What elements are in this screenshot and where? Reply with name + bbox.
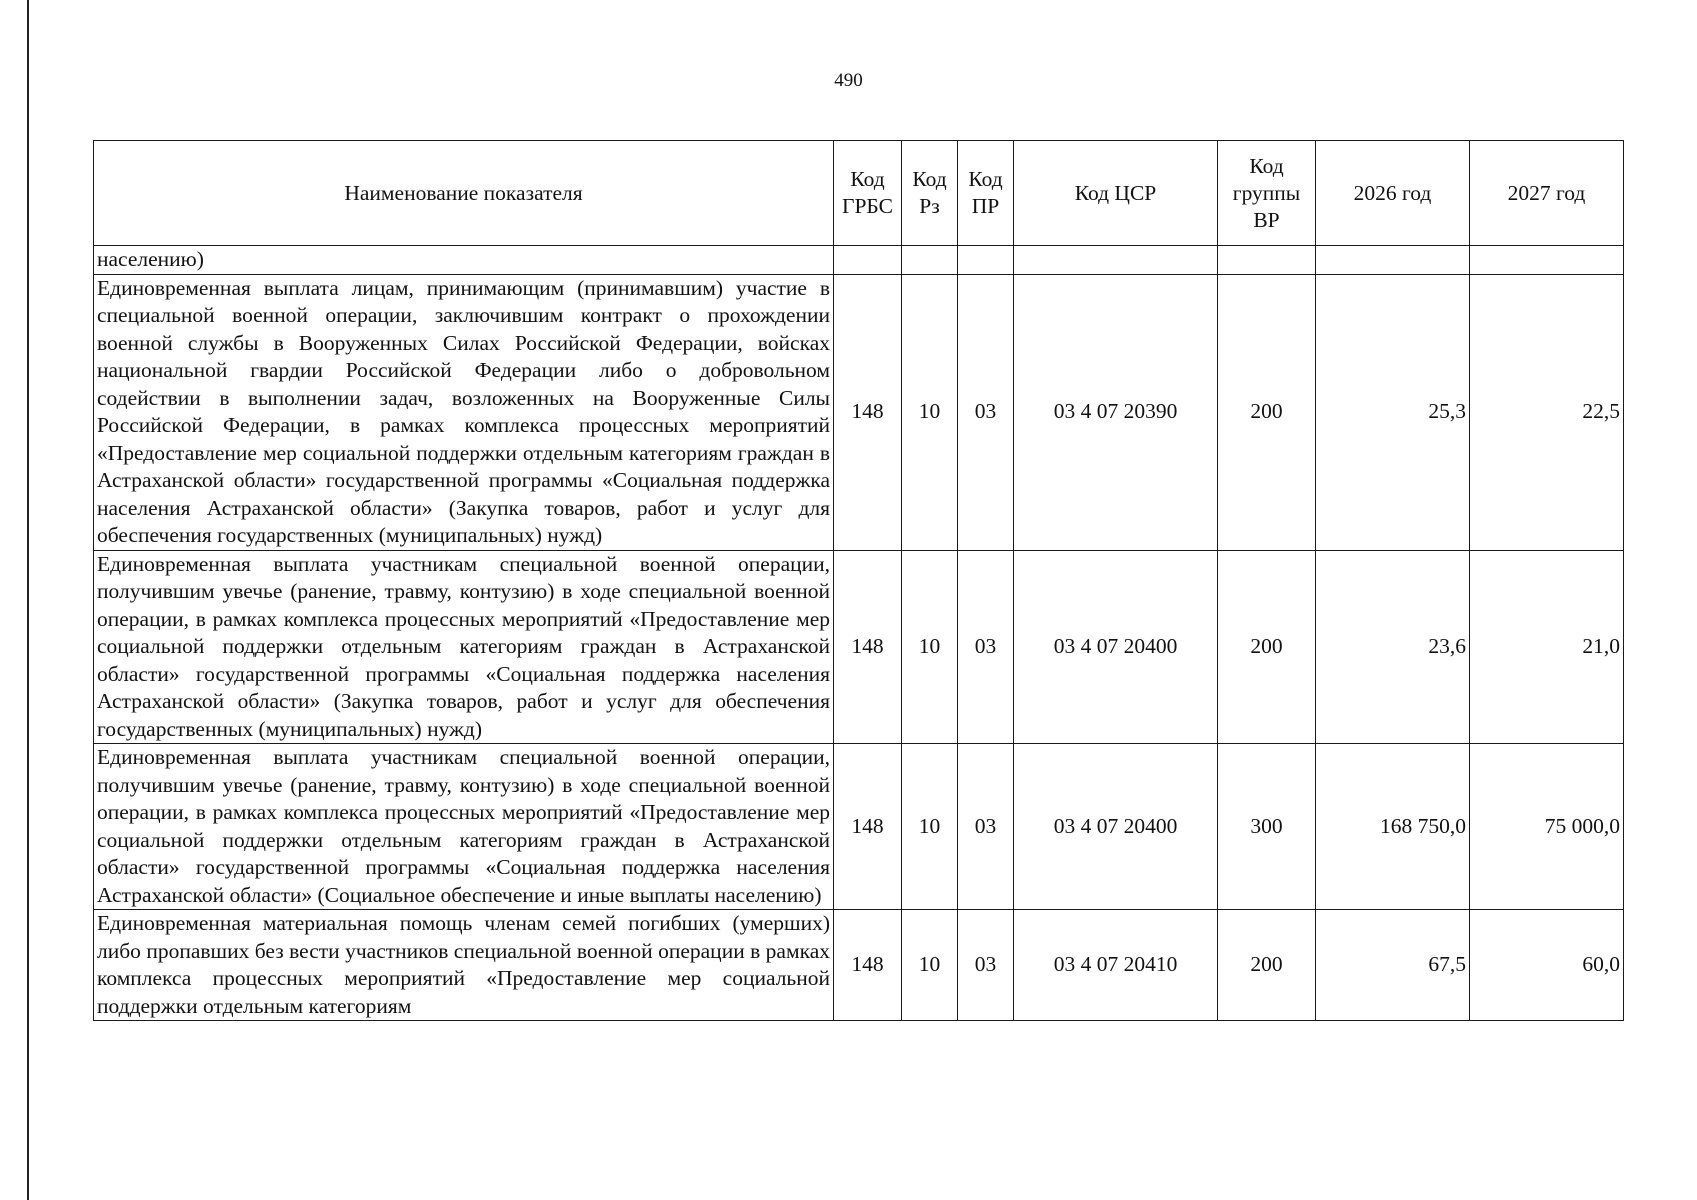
continuation-text: населению) [94, 246, 834, 275]
row-rz: 10 [902, 274, 958, 550]
row-2026: 25,3 [1316, 274, 1470, 550]
row-rz: 10 [902, 910, 958, 1021]
row-csr: 03 4 07 20390 [1014, 274, 1218, 550]
row-name: Единовременная материальная помощь членам семей погибших (умерших) либо пропавших без вести участников специальной военной операции в рамках комплекса процессных мероприятий «Предоставление мер социальной поддержки отдельным категориям [94, 910, 834, 1021]
header-2026: 2026 год [1316, 141, 1470, 246]
table-row [94, 744, 1624, 910]
row-pr: 03 [958, 910, 1014, 1021]
row-2026: 23,6 [1316, 550, 1470, 744]
row-rz: 10 [902, 744, 958, 910]
table-row [94, 550, 1624, 744]
table-header-row [94, 141, 1624, 246]
row-grbs: 148 [834, 744, 902, 910]
row-name: Единовременная выплата участникам специальной военной операции, получившим увечье (ранение, травму, контузию) в ходе специальной военной операции, в рамках комплекса процессных мероприятий «Предоставление мер социальной поддержки отдельным категориям граждан в Астраханской области» государственной программы «Социальная поддержка населения Астраханской области» (Закупка товаров, работ и услуг для обеспечения государственных (муниципальных) нужд) [94, 550, 834, 744]
row-2027: 22,5 [1470, 274, 1624, 550]
header-vr: Код группы ВР [1218, 141, 1316, 246]
row-vr: 200 [1218, 550, 1316, 744]
empty-cell [902, 246, 958, 275]
row-2027: 60,0 [1470, 910, 1624, 1021]
row-2027: 75 000,0 [1470, 744, 1624, 910]
empty-cell [1014, 246, 1218, 275]
row-name: Единовременная выплата участникам специальной военной операции, получившим увечье (ранение, травму, контузию) в ходе специальной военной операции, в рамках комплекса процессных мероприятий «Предоставление мер социальной поддержки отдельным категориям граждан в Астраханской области» государственной программы «Социальная поддержка населения Астраханской области» (Социальное обеспечение и иные выплаты населению) [94, 744, 834, 910]
row-name: Единовременная выплата лицам, принимающим (принимавшим) участие в специальной военной операции, заключившим контракт о прохождении военной службы в Вооруженных Силах Российской Федерации, войсках национальной гвардии Российской Федерации либо о добровольном содействии в выполнении задач, возложенных на Вооруженные Силы Российской Федерации, в рамках комплекса процессных мероприятий «Предоставление мер социальной поддержки отдельным категориям граждан в Астраханской области» государственной программы «Социальная поддержка населения Астраханской области» (Закупка товаров, работ и услуг для обеспечения государственных (муниципальных) нужд) [94, 274, 834, 550]
empty-cell [1470, 246, 1624, 275]
row-grbs: 148 [834, 550, 902, 744]
row-grbs: 148 [834, 910, 902, 1021]
row-2027: 21,0 [1470, 550, 1624, 744]
header-rz: Код Рз [902, 141, 958, 246]
header-2027: 2027 год [1470, 141, 1624, 246]
header-pr: Код ПР [958, 141, 1014, 246]
page-number: 490 [834, 70, 863, 91]
table-row [94, 910, 1624, 1021]
budget-table [93, 140, 1624, 1021]
row-csr: 03 4 07 20410 [1014, 910, 1218, 1021]
row-2026: 67,5 [1316, 910, 1470, 1021]
row-vr: 200 [1218, 274, 1316, 550]
row-grbs: 148 [834, 274, 902, 550]
row-csr: 03 4 07 20400 [1014, 744, 1218, 910]
left-margin-line [27, 0, 29, 1200]
empty-cell [834, 246, 902, 275]
row-rz: 10 [902, 550, 958, 744]
header-grbs: Код ГРБС [834, 141, 902, 246]
row-pr: 03 [958, 744, 1014, 910]
row-vr: 200 [1218, 910, 1316, 1021]
header-csr: Код ЦСР [1014, 141, 1218, 246]
empty-cell [1316, 246, 1470, 275]
header-name: Наименование показателя [94, 141, 834, 246]
row-vr: 300 [1218, 744, 1316, 910]
row-pr: 03 [958, 274, 1014, 550]
empty-cell [1218, 246, 1316, 275]
empty-cell [958, 246, 1014, 275]
continuation-row [94, 246, 1624, 275]
row-2026: 168 750,0 [1316, 744, 1470, 910]
row-csr: 03 4 07 20400 [1014, 550, 1218, 744]
table-row [94, 274, 1624, 550]
row-pr: 03 [958, 550, 1014, 744]
